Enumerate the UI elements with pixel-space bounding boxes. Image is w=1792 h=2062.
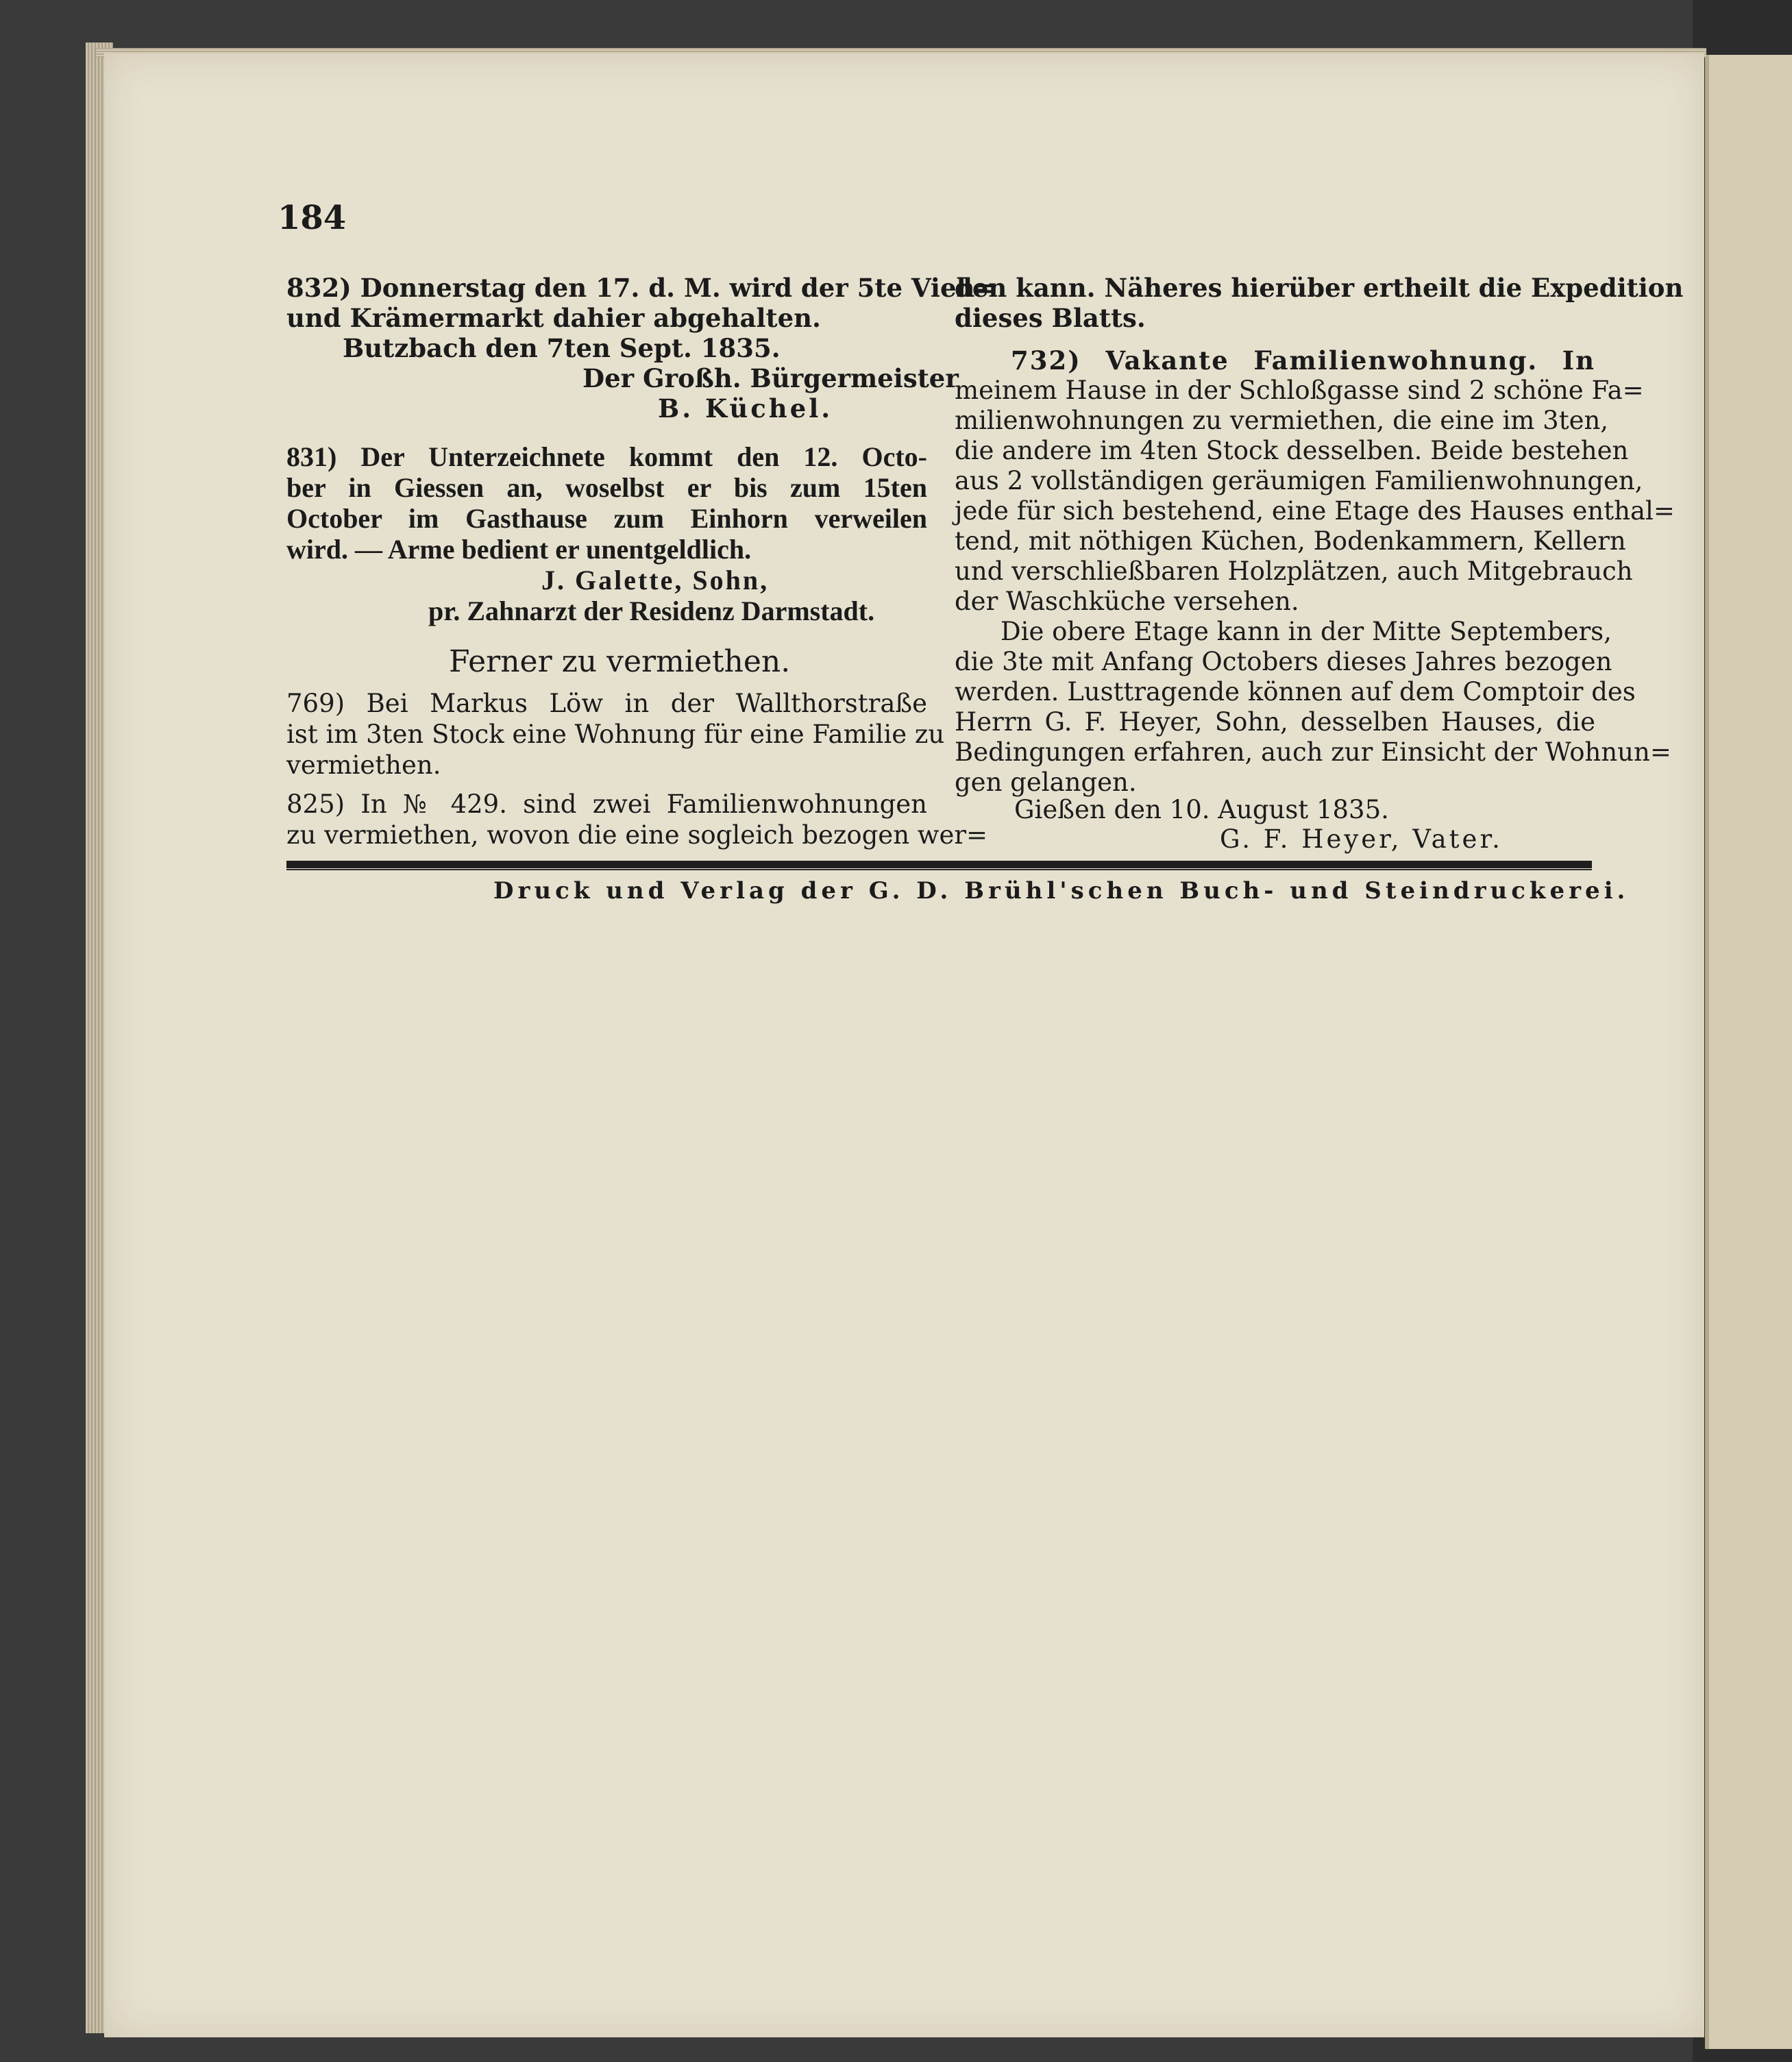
- separator-rule: [286, 861, 1592, 868]
- ad-732-line-3: milienwohnungen zu vermiethen, die eine im 3ten,: [955, 406, 1609, 435]
- ad-732-line-5: aus 2 vollständigen geräumigen Familienwohnungen,: [955, 466, 1643, 495]
- ad-732-signature: G. F. Heyer, Vater.: [1220, 824, 1503, 854]
- ad-732-date: Gießen den 10. August 1835.: [1014, 795, 1389, 824]
- ad-732-line-6: jede für sich bestehend, eine Etage des Hauses enthal=: [955, 496, 1675, 526]
- ad-832-line-3: Butzbach den 7ten Sept. 1835.: [343, 333, 781, 363]
- ad-732-line-1: 732) Vakante Familienwohnung. In: [1011, 345, 1595, 376]
- ad-831-line-4: wird. — Arme bedient er unentgeldlich.: [286, 534, 752, 565]
- separator-rule-thin: [286, 869, 1592, 870]
- ad-831-signature-1: J. Galette, Sohn,: [541, 565, 770, 596]
- ad-825-cont-line-1: den kann. Näheres hierüber ertheilt die Expedition: [955, 273, 1684, 303]
- ad-831-line-3: October im Gasthause zum Einhorn verweilen: [286, 503, 927, 534]
- ad-732-line-8: und verschließbaren Holzplätzen, auch Mitgebrauch: [955, 556, 1633, 586]
- ad-732-line-14: Bedingungen erfahren, auch zur Einsicht der Wohnun=: [955, 737, 1671, 767]
- ad-732-line-13: Herrn G. F. Heyer, Sohn, desselben Hauses, die: [955, 707, 1595, 737]
- ad-831-line-1: 831) Der Unterzeichnete kommt den 12. Octo-: [286, 441, 927, 472]
- ad-732-line-2: meinem Hause in der Schloßgasse sind 2 schöne Fa=: [955, 376, 1644, 405]
- printer-imprint: Druck und Verlag der G. D. Brühl'schen Buch- und Steindruckerei.: [493, 877, 1630, 905]
- ad-732-line-10: Die obere Etage kann in der Mitte Septembers,: [1001, 617, 1612, 646]
- ad-831-line-2: ber in Giessen an, woselbst er bis zum 15ten: [286, 472, 927, 503]
- ad-825-cont-line-2: dieses Blatts.: [955, 303, 1146, 333]
- ad-769-line-3: vermiethen.: [286, 750, 441, 780]
- ad-832-signature-1: Der Großh. Bürgermeister: [582, 363, 959, 393]
- ad-825-line-2: zu vermiethen, wovon die eine sogleich bezogen wer=: [286, 820, 988, 850]
- ad-832-signature-2: B. Küchel.: [658, 393, 833, 424]
- ad-732-line-4: die andere im 4ten Stock desselben. Beide bestehen: [955, 436, 1629, 465]
- ad-732-line-11: die 3te mit Anfang Octobers dieses Jahres bezogen: [955, 647, 1612, 676]
- ad-769-line-1: 769) Bei Markus Löw in der Wallthorstraße: [286, 689, 927, 718]
- next-page-edge: [1705, 55, 1792, 2049]
- ad-825-line-1: 825) In № 429. sind zwei Familienwohnungen: [286, 789, 927, 819]
- ad-732-line-15: gen gelangen.: [955, 768, 1137, 797]
- ad-832-line-1: 832) Donnerstag den 17. d. M. wird der 5te Vieh=: [286, 273, 996, 303]
- ad-732-line-12: werden. Lusttragende können auf dem Comptoir des: [955, 677, 1636, 707]
- ad-769-line-2: ist im 3ten Stock eine Wohnung für eine Familie zu: [286, 720, 945, 749]
- ad-832-line-2: und Krämermarkt dahier abgehalten.: [286, 303, 821, 333]
- page-number: 184: [278, 199, 347, 237]
- ad-732-line-9: der Waschküche versehen.: [955, 587, 1299, 616]
- ad-831-signature-2: pr. Zahnarzt der Residenz Darmstadt.: [428, 596, 875, 626]
- ad-732-line-7: tend, mit nöthigen Küchen, Bodenkammern, Kellern: [955, 526, 1626, 556]
- section-heading: Ferner zu vermiethen.: [449, 644, 791, 679]
